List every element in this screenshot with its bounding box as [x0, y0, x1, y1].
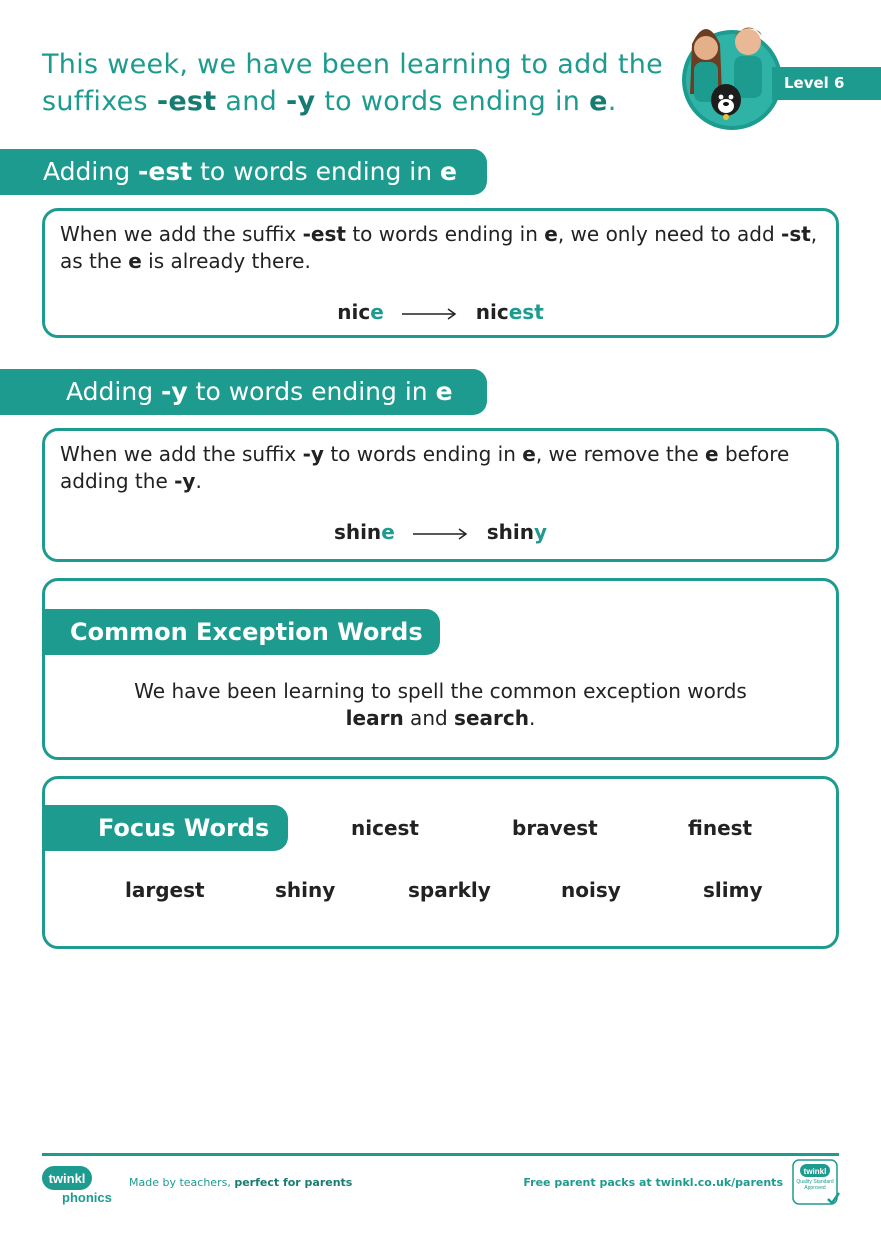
intro-text: to words ending in — [315, 86, 590, 117]
text: , we only need to add — [557, 222, 782, 246]
text: before adding the — [60, 442, 790, 493]
section-y-explanation — [60, 441, 830, 495]
focus-word: sparkly — [408, 878, 491, 902]
common-exception-words — [45, 705, 836, 732]
text: . — [195, 469, 202, 493]
section-y-tab — [0, 369, 487, 415]
example-from-ending: e — [370, 300, 384, 324]
footer-link-text: Free parent packs at twinkl.co.uk/parents — [523, 1176, 783, 1189]
focus-words-box — [42, 776, 839, 949]
common-exception-box — [42, 578, 839, 760]
bold-text: e — [522, 442, 536, 466]
text: to words ending in — [323, 442, 523, 466]
quality-text-bottom: Quality Standard Approved — [796, 1179, 834, 1191]
tab-text: Adding — [43, 157, 139, 186]
example-from-ending: e — [381, 520, 395, 544]
example-to: nic — [475, 300, 509, 324]
common-exception-line: We have been learning to spell the common exception words — [134, 679, 747, 703]
bold-text: e — [705, 442, 719, 466]
common-exception-text — [45, 678, 836, 732]
example-to-ending: est — [508, 300, 544, 324]
text: , we remove the — [535, 442, 706, 466]
bold-text: e — [128, 249, 142, 273]
logo-text-top: twinkl — [48, 1171, 86, 1186]
text: Made by teachers, — [129, 1176, 235, 1189]
twinkl-phonics-logo-icon — [42, 1162, 114, 1208]
logo-text-bottom: phonics — [62, 1190, 112, 1205]
tab-letter: e — [440, 157, 458, 186]
footer-tagline — [129, 1176, 352, 1189]
tab-letter: e — [435, 377, 453, 406]
focus-word: slimy — [703, 878, 763, 902]
text: and — [403, 706, 455, 730]
example-from: nic — [337, 300, 371, 324]
bold-text: -y — [174, 469, 196, 493]
text: is already there. — [141, 249, 311, 273]
right-arrow-icon — [413, 528, 469, 540]
bold-text: perfect for parents — [234, 1176, 353, 1189]
text: to words ending in — [345, 222, 545, 246]
quality-standard-badge-icon — [792, 1159, 840, 1207]
text: , as the — [60, 222, 818, 273]
intro-letter-e: e — [589, 86, 608, 117]
example-to: shin — [486, 520, 535, 544]
intro-text: . — [607, 86, 617, 117]
focus-word: nicest — [351, 816, 419, 840]
bold-text: -st — [781, 222, 811, 246]
section-est-explanation — [60, 221, 820, 275]
example-to-ending: y — [534, 520, 548, 544]
section-est-tab — [0, 149, 487, 195]
tab-text: to words ending in — [192, 157, 441, 186]
section-y-box — [42, 428, 839, 562]
section-y-example — [45, 520, 836, 544]
exception-word-search: search — [454, 706, 529, 730]
right-arrow-icon — [402, 308, 458, 320]
text: . — [528, 706, 536, 730]
intro-text: and — [216, 86, 286, 117]
section-est-example — [45, 300, 836, 324]
focus-words-title: Focus Words — [42, 805, 288, 851]
focus-word: shiny — [275, 878, 336, 902]
tab-text: to words ending in — [187, 377, 436, 406]
bold-text: e — [544, 222, 558, 246]
bold-text: -est — [302, 222, 346, 246]
tab-suffix: -y — [161, 377, 188, 406]
tab-suffix: -est — [138, 157, 193, 186]
tab-text: Adding — [66, 377, 162, 406]
intro-heading — [42, 46, 682, 120]
exception-word-learn: learn — [345, 706, 404, 730]
focus-word: bravest — [512, 816, 598, 840]
common-exception-title: Common Exception Words — [42, 609, 440, 655]
level-badge: Level 6 — [772, 67, 881, 100]
intro-suffix-y: -y — [285, 86, 316, 117]
focus-word: largest — [125, 878, 205, 902]
text: When we add the suffix — [60, 442, 303, 466]
focus-word: noisy — [561, 878, 621, 902]
example-from: shin — [333, 520, 382, 544]
bold-text: -y — [302, 442, 324, 466]
intro-text: This week, we have been learning to add the suffixes — [42, 49, 664, 117]
footer-divider — [42, 1153, 839, 1156]
section-est-box — [42, 208, 839, 338]
text: When we add the suffix — [60, 222, 303, 246]
intro-suffix-est: -est — [156, 86, 217, 117]
quality-text-top: twinkl — [803, 1167, 827, 1176]
focus-word: finest — [688, 816, 753, 840]
